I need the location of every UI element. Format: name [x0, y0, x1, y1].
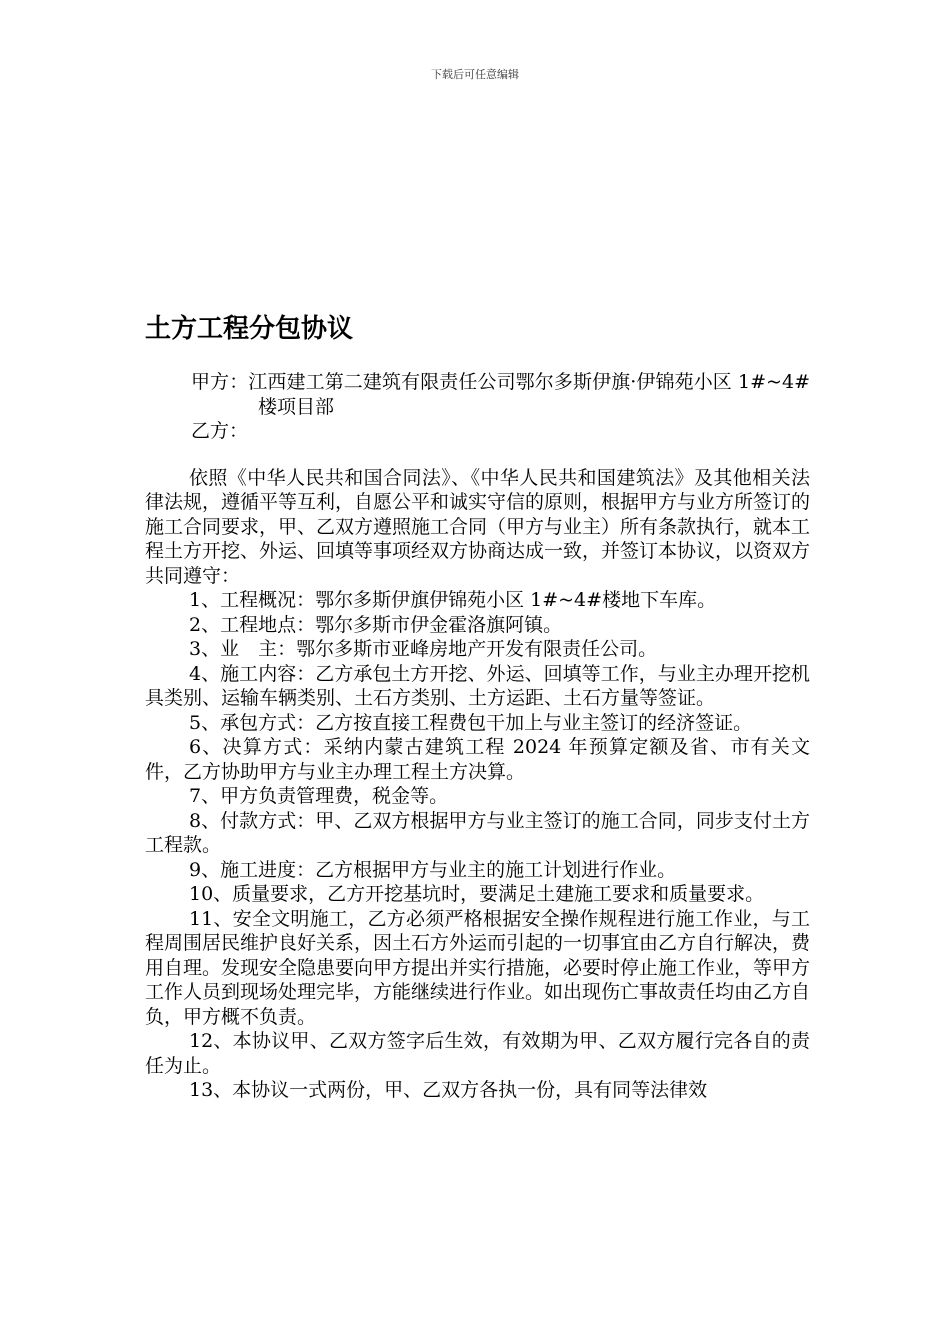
party-a-line: 甲方：江西建工第二建筑有限责任公司鄂尔多斯伊旗·伊锦苑小区 1#~4#楼项目部 — [191, 371, 810, 418]
clause-12: 12、本协议甲、乙双方签字后生效，有效期为甲、乙双方履行完各自的责任为止。 — [145, 1030, 810, 1077]
page-header-note: 下载后可任意编辑 — [431, 68, 519, 81]
clause-5: 5、承包方式：乙方按直接工程费包干加上与业主签订的经济签证。 — [189, 711, 753, 734]
clause-4: 4、施工内容：乙方承包土方开挖、外运、回填等工作，与业主办理开挖机具类别、运输车辆类别、土石方类别、土方运距、土石方量等签证。 — [145, 662, 810, 709]
clause-2: 2、工程地点：鄂尔多斯市伊金霍洛旗阿镇。 — [189, 613, 563, 636]
spacer — [145, 444, 810, 466]
clause-10: 10、质量要求，乙方开挖基坑时，要满足土建施工要求和质量要求。 — [189, 883, 765, 905]
clause-7: 7、甲方负责管理费，税金等。 — [189, 785, 449, 807]
preamble-paragraph: 依照《中华人民共和国合同法》、《中华人民共和国建筑法》及其他相关法律法规，遵循平等互利，自愿公平和诚实守信的原则，根据甲方与业方所签订的施工合同要求，甲、乙双方遵照施工合同（甲方与业主）所有条款执行，就本工程土方开挖、外运、回填等事项经双方协商达成一致，并签订本协议，以资双方共同遵守： — [145, 466, 811, 587]
clause-8: 8、付款方式：甲、乙双方根据甲方与业主签订的施工合同，同步支付土方工程款。 — [145, 809, 810, 856]
party-b-line: 乙方： — [191, 420, 249, 442]
document-body — [145, 370, 810, 1103]
clause-13: 13、本协议一式两份，甲、乙双方各执一份，具有同等法律效 — [189, 1079, 708, 1101]
clause-9: 9、施工进度：乙方根据甲方与业主的施工计划进行作业。 — [189, 858, 677, 881]
clause-3: 3、业 主：鄂尔多斯市亚峰房地产开发有限责任公司。 — [189, 638, 658, 660]
clause-11: 11、安全文明施工，乙方必须严格根据安全操作规程进行施工作业，与工程周围居民维护良好关系，因土石方外运而引起的一切事宜由乙方自行解决，费用自理。发现安全隐患要向甲方提出并实行措施，必要时停止施工作业，等甲方工作人员到现场处理完毕，方能继续进行作业。如出现伤亡事故责任均由乙方自负，甲方概不负责。 — [145, 907, 811, 1028]
clause-1: 1、工程概况：鄂尔多斯伊旗伊锦苑小区 1#~4#楼地下车库。 — [189, 589, 717, 611]
document-title: 土方工程分包协议 — [145, 314, 354, 344]
clause-6: 6、决算方式：采纳内蒙古建筑工程 2024 年预算定额及省、市有关文件，乙方协助甲方与业主办理工程土方决算。 — [145, 736, 810, 783]
